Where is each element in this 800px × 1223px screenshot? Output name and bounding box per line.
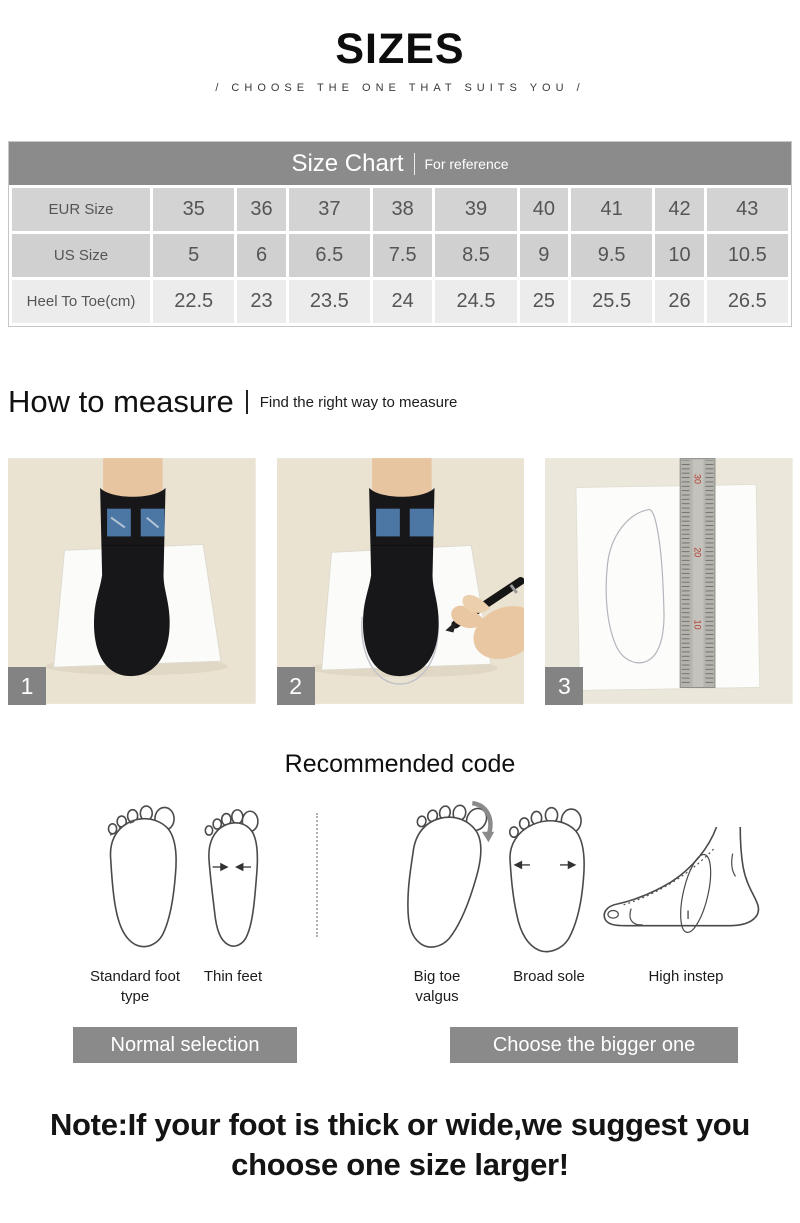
size-chart-cell: 26.5: [707, 280, 788, 323]
how-to-measure-title: How to measure: [8, 384, 234, 420]
size-chart-cell: 23.5: [289, 280, 370, 323]
size-chart: [8, 141, 792, 327]
big-toe-valgus-icon: [398, 797, 498, 955]
size-chart-cell: 24: [373, 280, 432, 323]
size-chart-cell: 40: [520, 188, 568, 231]
label-thin-feet: Thin feet: [203, 968, 263, 986]
size-chart-table: [9, 185, 791, 326]
size-chart-cell: 8.5: [435, 234, 516, 277]
svg-text:20: 20: [692, 547, 703, 558]
how-to-measure-subtitle: Find the right way to measure: [259, 393, 458, 411]
size-chart-cell: 42: [655, 188, 703, 231]
size-chart-cell: 36: [237, 188, 285, 231]
size-chart-cell: 43: [707, 188, 788, 231]
svg-text:10: 10: [692, 619, 703, 630]
size-chart-cell: 7.5: [373, 234, 432, 277]
size-chart-cell: 25.5: [571, 280, 652, 323]
size-chart-cell: 5: [153, 234, 234, 277]
size-chart-cell: 22.5: [153, 280, 234, 323]
size-chart-cell: 38: [373, 188, 432, 231]
size-chart-row-label: US Size: [12, 234, 150, 277]
how-to-measure-header: [8, 384, 792, 420]
label-standard-foot-type: Standard foot type: [89, 968, 181, 1005]
high-instep-icon: [597, 827, 763, 939]
label-broad-sole: Broad sole: [513, 968, 585, 986]
recommended-title: Recommended code: [284, 750, 516, 779]
size-chart-row: [12, 234, 788, 277]
size-chart-row: [12, 280, 788, 323]
size-note-line2: choose one size larger!: [231, 1147, 569, 1183]
size-chart-cell: 24.5: [435, 280, 516, 323]
size-chart-cell: 10.5: [707, 234, 788, 277]
group-divider: [316, 813, 318, 937]
size-chart-cell: 6.5: [289, 234, 370, 277]
label-high-instep: High instep: [648, 968, 724, 986]
step1-badge: 1: [8, 667, 46, 705]
label-big-toe-valgus: Big toe valgus: [413, 968, 461, 1005]
header: [0, 0, 800, 94]
divider: [414, 153, 415, 175]
size-chart-row-label: Heel To Toe(cm): [12, 280, 150, 323]
size-note: [0, 1105, 800, 1215]
step1-photo: [8, 457, 256, 705]
size-chart-cell: 41: [571, 188, 652, 231]
normal-selection-button[interactable]: Normal selection: [73, 1027, 297, 1063]
size-chart-cell: 23: [237, 280, 285, 323]
size-chart-row-label: EUR Size: [12, 188, 150, 231]
thin-feet-icon: [198, 807, 262, 949]
size-chart-header: [9, 142, 791, 185]
size-chart-cell: 9.5: [571, 234, 652, 277]
size-chart-row: [12, 188, 788, 231]
measure-steps: [8, 457, 793, 705]
page-title: SIZES: [335, 25, 465, 73]
recommendation-buttons: [0, 1027, 800, 1063]
step3-badge: 3: [545, 667, 583, 705]
size-chart-cell: 39: [435, 188, 516, 231]
step2-photo: [277, 457, 525, 705]
size-chart-cell: 26: [655, 280, 703, 323]
size-chart-cell: 6: [237, 234, 285, 277]
size-chart-cell: 37: [289, 188, 370, 231]
foot-type-illustrations: [0, 791, 800, 959]
divider: [246, 390, 248, 414]
size-chart-cell: 35: [153, 188, 234, 231]
svg-text:30: 30: [692, 474, 703, 485]
size-chart-title: Size Chart: [291, 149, 404, 177]
size-chart-cell: 10: [655, 234, 703, 277]
standard-foot-icon: [98, 803, 180, 953]
foot-type-labels: [0, 967, 800, 1023]
choose-bigger-button[interactable]: Choose the bigger one: [450, 1027, 738, 1063]
page-subtitle: / CHOOSE THE ONE THAT SUITS YOU /: [215, 82, 585, 95]
size-chart-cell: 9: [520, 234, 568, 277]
broad-sole-icon: [498, 805, 590, 953]
step3-photo: [545, 457, 793, 705]
step2-badge: 2: [277, 667, 315, 705]
size-chart-cell: 25: [520, 280, 568, 323]
size-note-line1: Note:If your foot is thick or wide,we suggest you: [49, 1107, 751, 1143]
size-chart-note: For reference: [424, 155, 509, 172]
